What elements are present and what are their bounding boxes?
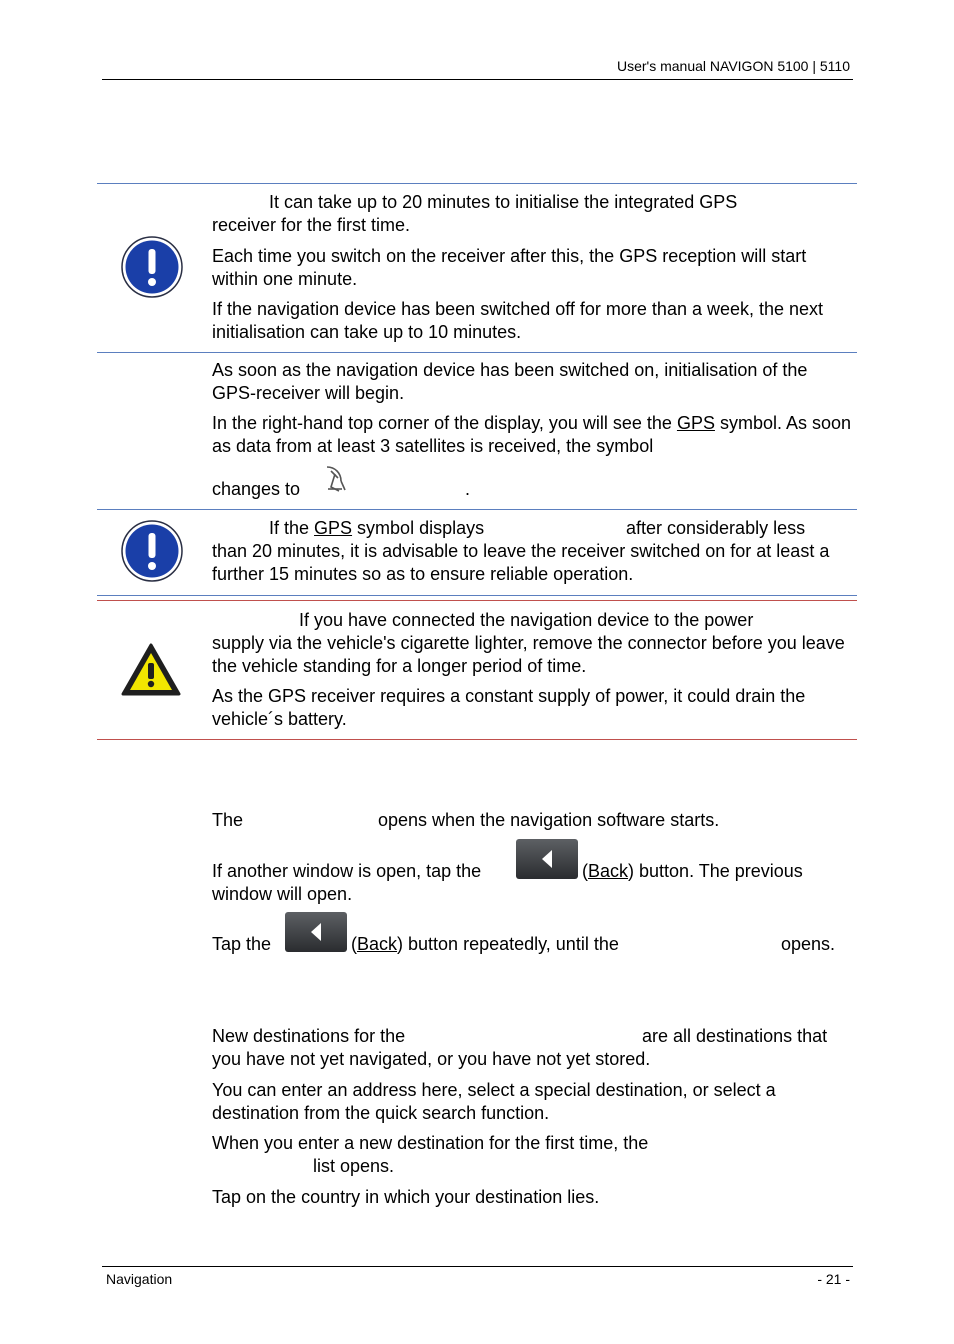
- main-s1-b: opens when the navigation software starts.: [378, 810, 720, 830]
- main-s3-a: Tap the: [212, 934, 272, 954]
- gps-link[interactable]: GPS: [676, 413, 715, 433]
- page-number: - 21 -: [817, 1271, 850, 1287]
- main-s1-a: The: [212, 810, 244, 830]
- back-link[interactable]: Back: [357, 934, 398, 954]
- main-s3-b-text: ) button repeatedly, until the: [397, 934, 619, 954]
- back-button[interactable]: [285, 912, 347, 952]
- note2-gps-link[interactable]: GPS: [314, 518, 353, 538]
- gps-p2-post: symbol. As soon as data from at least 3 satellites is received, the symbol: [212, 413, 852, 456]
- note2-b: symbol displays: [352, 518, 485, 538]
- warning-line1: If you have connected the navigation device to the power: [299, 610, 754, 630]
- note2-rule-bottom: [97, 595, 857, 596]
- gps-p2: [212, 412, 852, 458]
- back-arrow-icon: [285, 912, 347, 952]
- note2-a: If the: [269, 518, 315, 538]
- warning-triangle-icon: [121, 643, 181, 697]
- main-s2-c: window will open.: [212, 884, 353, 904]
- gps-p3-pre: changes to: [212, 479, 301, 499]
- note2-line1-a: [269, 517, 484, 540]
- footer-section: Navigation: [106, 1271, 173, 1287]
- exclamation-icon: [121, 520, 183, 582]
- dest-p1-a: New destinations for the: [212, 1026, 406, 1046]
- dest-p1-c: you have not yet navigated, or you have not yet stored.: [212, 1049, 651, 1069]
- back-arrow-icon: [516, 839, 578, 879]
- gps-p2-pre: In the right-hand top corner of the display, you will see the: [212, 413, 677, 433]
- note-rule-top: [97, 183, 857, 184]
- main-s3-c: opens.: [781, 934, 836, 954]
- main-s2-a: If another window is open, tap the: [212, 861, 482, 881]
- warning-rest: supply via the vehicle's cigarette lighter, remove the connector before you leave the vehicle standing for a longer period of time.: [212, 633, 845, 676]
- main-s2-b: (Back) button. The previous: [582, 861, 803, 881]
- note2-c: after considerably less: [626, 518, 806, 538]
- note2-rule-top: [97, 509, 857, 510]
- note-rule-bottom: [97, 352, 857, 353]
- exclamation-icon: [121, 236, 183, 298]
- back-link[interactable]: Back: [588, 861, 629, 881]
- note1-line1: It can take up to 20 minutes to initialise the integrated GPS: [269, 192, 738, 212]
- gps-p3-post: .: [465, 479, 471, 499]
- back-button[interactable]: [516, 839, 578, 879]
- dest-p3-a: When you enter a new destination for the first time, the: [212, 1133, 649, 1153]
- header-rule: [102, 79, 853, 80]
- warning-rule-bottom: [97, 739, 857, 740]
- note1-p3: If the navigation device has been switched off for more than a week, the next initialisation can take up to 10 minutes.: [212, 299, 824, 342]
- footer-rule: [102, 1266, 853, 1267]
- page-header: User's manual NAVIGON 5100 | 5110: [616, 58, 850, 74]
- main-s3-b: (Back) button repeatedly, until the: [351, 934, 619, 954]
- satellite-icon: [321, 463, 349, 493]
- gps-p1: As soon as the navigation device has been switched on, initialisation of the GPS-receiver will begin.: [212, 360, 808, 403]
- dest-p2: You can enter an address here, select a special destination, or select a destination from the quick search function.: [212, 1080, 776, 1123]
- dest-p1-b: are all destinations that: [642, 1026, 828, 1046]
- dest-p4: Tap on the country in which your destination lies.: [212, 1187, 600, 1207]
- dest-p3-b: list opens.: [313, 1156, 395, 1176]
- note1-text: [212, 191, 852, 237]
- main-s2-b-text: ) button. The previous: [628, 861, 803, 881]
- note1-p2: Each time you switch on the receiver after this, the GPS reception will start within one minute.: [212, 246, 807, 289]
- note2-rest: than 20 minutes, it is advisable to leave the receiver switched on for at least a further 15 minutes so as to ensure reliable operation.: [212, 541, 830, 584]
- note1-line1b: receiver for the first time.: [212, 215, 411, 235]
- warning-rule-top: [97, 600, 857, 601]
- warning-p2: As the GPS receiver requires a constant supply of power, it could drain the vehicle´s battery.: [212, 686, 806, 729]
